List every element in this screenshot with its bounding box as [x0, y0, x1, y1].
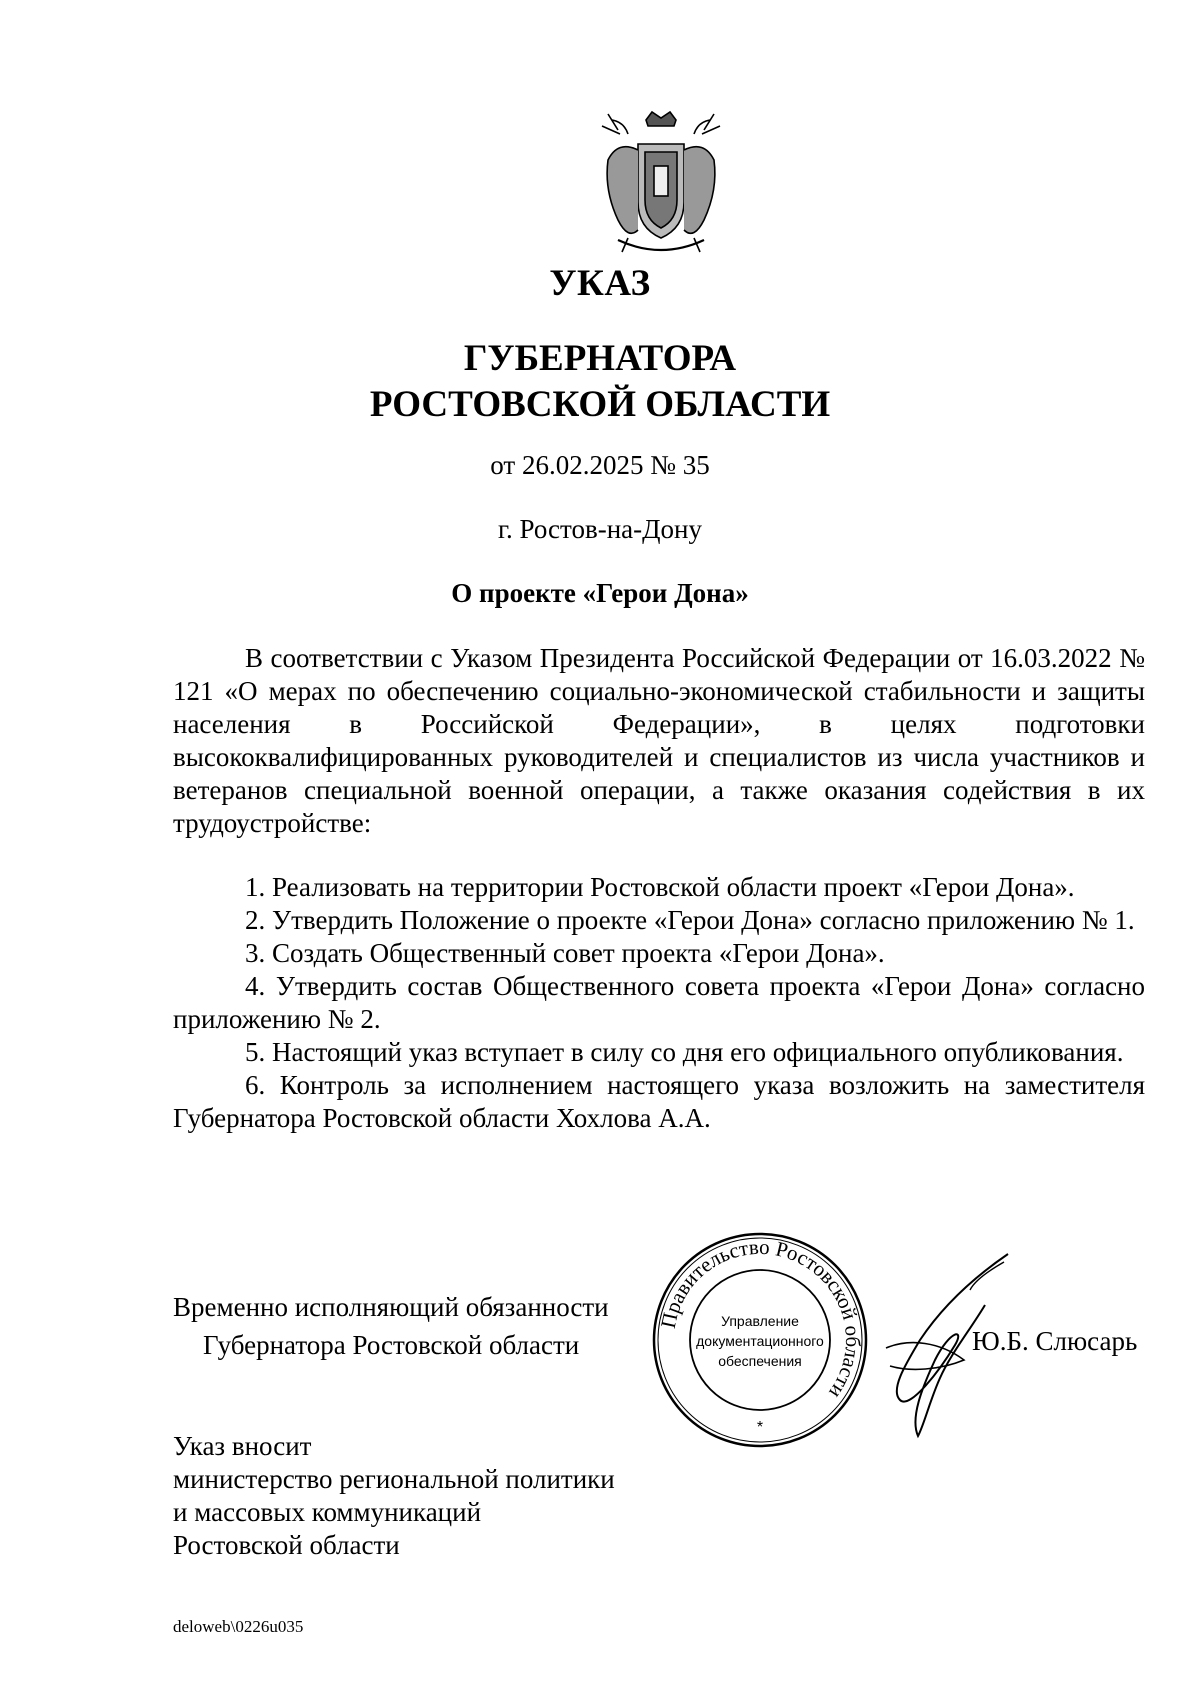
decree-item: 2. Утвердить Положение о проекте «Герои Дона» согласно приложению № 1. [245, 905, 1135, 935]
issuer-title [0, 336, 1200, 428]
document-city: г. Ростов-на-Дону [497, 514, 702, 544]
decree-item: 4. Утвердить состав Общественного совета проекта «Герои Дона» согласно приложению № 2. [173, 971, 1145, 1034]
signer-position [173, 1288, 633, 1364]
signer-position-line-1: Временно исполняющий обязанности [173, 1292, 609, 1322]
submitted-by-line-1: Указ вносит [173, 1431, 312, 1461]
stamp-center-line-3: обеспечения [718, 1353, 802, 1369]
stamp-ring-text: Правительство Ростовской области [655, 1234, 866, 1404]
decree-item: 3. Создать Общественный совет проекта «Герои Дона». [245, 938, 885, 968]
coat-of-arms-emblem [598, 110, 724, 260]
signer-name: Ю.Б. Слюсарь [972, 1326, 1138, 1356]
document-subject: О проекте «Герои Дона» [451, 578, 749, 608]
document-code: deloweb\0226u035 [173, 1617, 304, 1636]
preamble-paragraph: В соответствии с Указом Президента Российской Федерации от 16.03.2022 № 121 «О мерах по обеспечению социально-экономической стабильности и защиты населения в Российской Федерации», в целях подготовки высококвалифицированных руководителей и специалистов из числа участников и ветеранов специальной военной операции, а также оказания содействия в их трудоустройстве: [173, 643, 1145, 838]
official-stamp-seal [650, 1230, 870, 1450]
stamp-center-line-2: документационного [696, 1333, 824, 1349]
decree-item: 1. Реализовать на территории Ростовской области проект «Герои Дона». [245, 872, 1075, 902]
decree-items [173, 871, 1145, 1135]
decree-item: 6. Контроль за исполнением настоящего указа возложить на заместителя Губернатора Ростовской области Хохлова А.А. [173, 1070, 1145, 1133]
signer-position-line-2: Губернатора Ростовской области [203, 1330, 580, 1360]
svg-text:*: * [756, 1419, 764, 1436]
issuer-line-2: РОСТОВСКОЙ ОБЛАСТИ [369, 384, 831, 425]
document-type-title: УКАЗ [549, 263, 651, 304]
submitted-by-block [173, 1430, 773, 1562]
stamp-center-line-1: Управление [721, 1313, 799, 1329]
decree-item: 5. Настоящий указ вступает в силу со дня его официального опубликования. [245, 1037, 1124, 1067]
submitted-by-line-4: Ростовской области [173, 1530, 400, 1560]
submitted-by-line-3: и массовых коммуникаций [173, 1497, 482, 1527]
submitted-by-line-2: министерство региональной политики [173, 1464, 615, 1494]
issuer-line-1: ГУБЕРНАТОРА [463, 338, 737, 379]
document-date-number: от 26.02.2025 № 35 [490, 450, 710, 480]
